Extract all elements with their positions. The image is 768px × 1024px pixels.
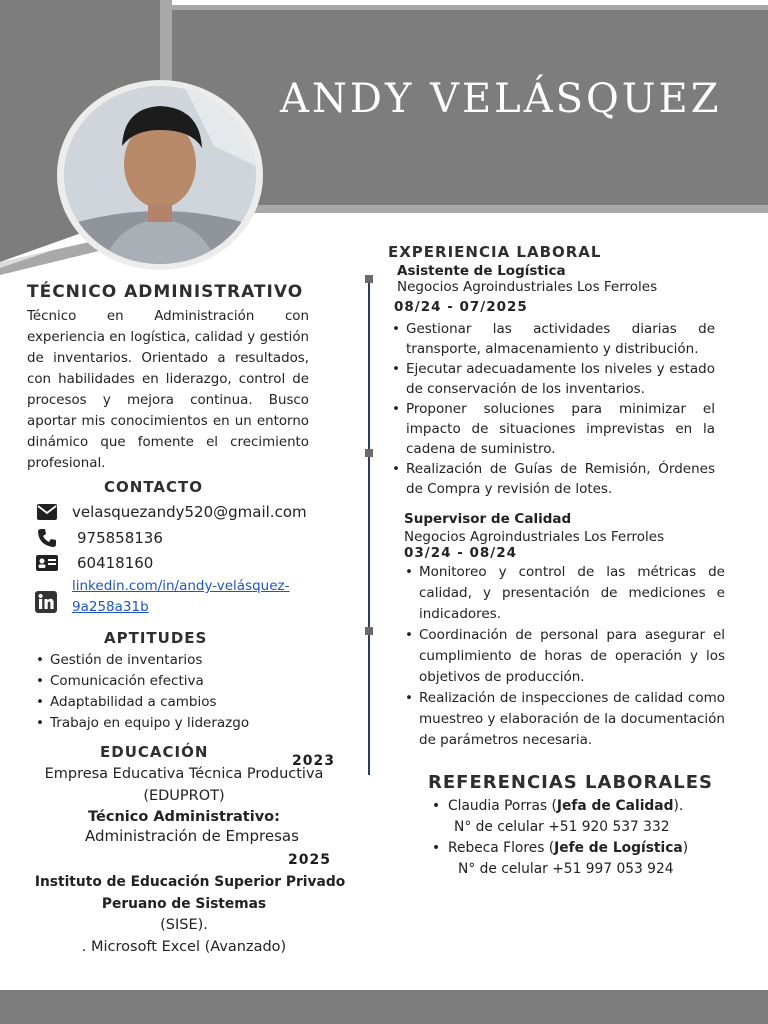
education-school-1-line2: (EDUPROT) — [143, 788, 225, 804]
contact-id: 60418160 — [77, 554, 154, 572]
person-photo-icon — [64, 86, 256, 264]
aptitudes-heading: APTITUDES — [104, 629, 208, 647]
contact-heading: CONTACTO — [104, 478, 203, 496]
duty-item: • Coordinación de personal para asegurar el cumplimiento de horas de operación y los objetivos de producción. — [403, 625, 725, 688]
reference-2-close: ) — [682, 840, 689, 856]
duty-item: • Realización de inspecciones de calidad como muestreo y elaboración de la documentación de parámetros necesaria. — [403, 688, 725, 751]
linkedin-icon — [35, 591, 57, 617]
education-school-2-line3: (SISE). — [160, 917, 208, 933]
aptitude-item: • Adaptabilidad a cambios — [34, 692, 324, 713]
profile-summary: Técnico en Administración con experiencia en logística, calidad y gestión de inventarios. Orientado a resultados, con habilidades en liderazgo, control de procesos y mejora continua. Busco aportar mis conocimientos en un entorno dinámico que fomente el crecimiento profesional. — [27, 309, 309, 471]
contact-phone-row — [36, 526, 163, 550]
footer-band — [0, 990, 768, 1024]
duty-item: • Realización de Guías de Remisión, Órdenes de Compra y revisión de lotes. — [390, 459, 715, 499]
duty-item: • Proponer soluciones para minimizar el impacto de situaciones imprevistas en la cadena de suministro. — [390, 399, 715, 459]
job-1-duties — [390, 319, 715, 499]
reference-item: • Claudia Porras (Jefa de Calidad). — [432, 798, 684, 814]
candidate-name: ANDY VELÁSQUEZ — [280, 76, 722, 122]
reference-1-name: Claudia Porras ( — [448, 798, 557, 814]
job-2-title: Supervisor de Calidad — [404, 511, 572, 527]
linkedin-link[interactable] — [72, 576, 322, 618]
duty-item: • Gestionar las actividades diarias de transporte, almacenamiento y distribución. — [390, 319, 715, 359]
reference-1-close: ). — [673, 798, 684, 814]
references-heading: REFERENCIAS LABORALES — [428, 772, 713, 793]
contact-email-row — [36, 500, 307, 524]
timeline-line — [368, 275, 370, 775]
aptitudes-list — [34, 650, 324, 734]
mail-icon — [36, 501, 58, 523]
experience-heading: EXPERIENCIA LABORAL — [388, 243, 602, 261]
timeline-marker — [365, 449, 373, 457]
duty-item: • Ejecutar adecuadamente los niveles y estado de conservación de los inventarios. — [390, 359, 715, 399]
education-school-2-line2: Peruano de Sistemas — [101, 896, 267, 912]
aptitude-item: • Trabajo en equipo y liderazgo — [34, 713, 324, 734]
linkedin-link-line1[interactable]: linkedin.com/in/andy-velásquez- — [72, 578, 290, 594]
job-2-dates: 03/24 - 08/24 — [404, 545, 518, 561]
reference-1-role: Jefa de Calidad — [556, 798, 674, 814]
header-band-bottom — [255, 205, 768, 213]
education-school-2-line1: Instituto de Educación Superior Privado — [34, 874, 346, 890]
contact-phone: 975858136 — [77, 529, 163, 547]
job-2-company: Negocios Agroindustriales Los Ferroles — [404, 529, 665, 545]
timeline-marker — [365, 275, 373, 283]
contact-email: velasquezandy520@gmail.com — [72, 503, 307, 521]
education-year-2: 2025 — [288, 852, 331, 868]
reference-1-phone: N° de celular +51 920 537 332 — [454, 819, 670, 835]
job-1-title: Asistente de Logística — [397, 263, 566, 279]
profile-photo — [64, 86, 256, 264]
linkedin-link-line2[interactable]: 9a258a31b — [72, 599, 149, 615]
duty-item: • Monitoreo y control de las métricas de calidad, y presentación de mediciones e indicadores. — [403, 562, 725, 625]
phone-icon — [36, 527, 58, 549]
reference-2-role: Jefe de Logística — [554, 840, 683, 856]
profile-title: TÉCNICO ADMINISTRATIVO — [27, 282, 304, 302]
reference-2-name: Rebeca Flores ( — [448, 840, 555, 856]
education-course-2: . Microsoft Excel (Avanzado) — [81, 939, 287, 955]
reference-2-phone: N° de celular +51 997 053 924 — [458, 861, 674, 877]
timeline-marker — [365, 627, 373, 635]
reference-item: • Rebeca Flores (Jefe de Logística) — [432, 840, 689, 856]
job-1-company: Negocios Agroindustriales Los Ferroles — [397, 279, 658, 295]
aptitude-item: • Gestión de inventarios — [34, 650, 324, 671]
job-1-dates: 08/24 - 07/2025 — [394, 299, 528, 315]
education-field-1: Administración de Empresas — [85, 827, 299, 845]
id-card-icon — [36, 552, 58, 574]
education-year-1: 2023 — [292, 753, 335, 769]
contact-id-row — [36, 551, 153, 575]
education-degree-1: Técnico Administrativo: — [88, 809, 280, 825]
education-heading: EDUCACIÓN — [100, 743, 209, 761]
job-2-duties — [403, 562, 725, 751]
references-list — [430, 796, 730, 880]
education-school-1-line1: Empresa Educativa Técnica Productiva — [44, 766, 324, 782]
aptitude-item: • Comunicación efectiva — [34, 671, 324, 692]
